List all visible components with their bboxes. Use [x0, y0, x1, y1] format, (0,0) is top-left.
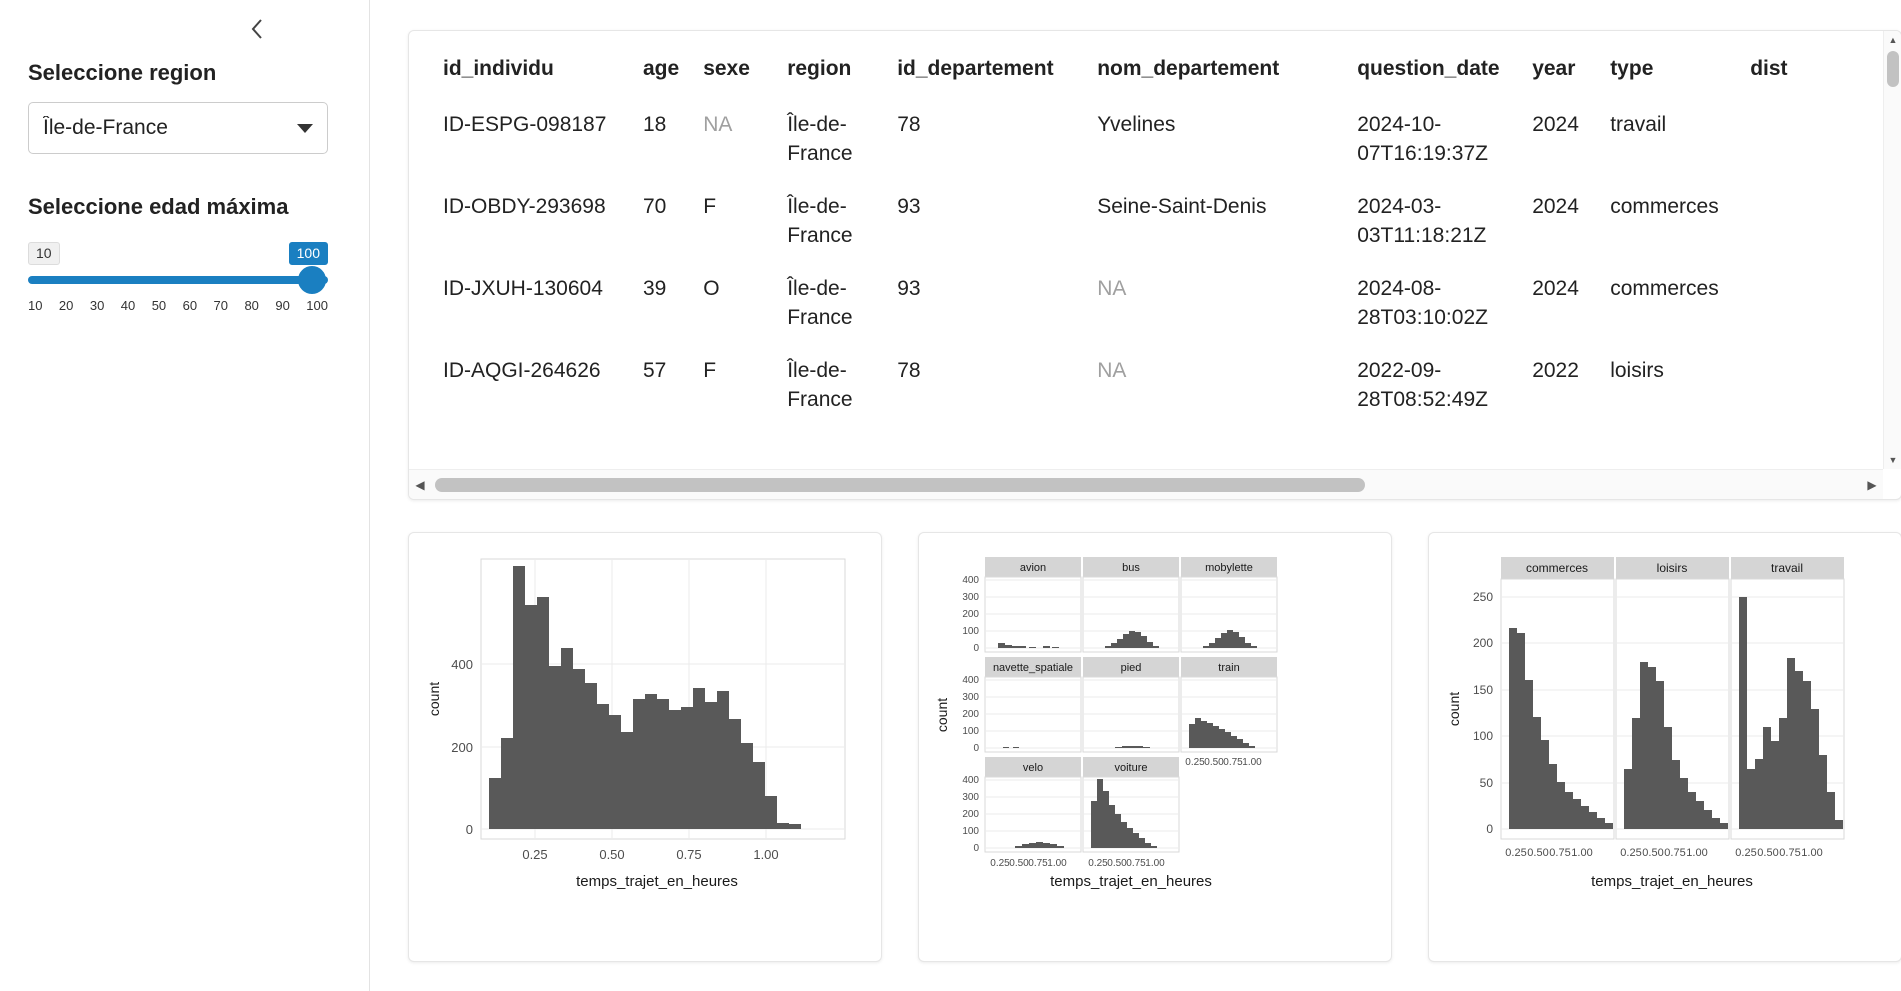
cell-age: 57	[643, 358, 667, 382]
chevron-down-icon	[297, 124, 313, 133]
x-tick-label: 0.50	[1642, 847, 1664, 859]
cell-sexe: F	[703, 358, 717, 382]
scroll-down-arrow-icon[interactable]: ▼	[1888, 455, 1898, 465]
cell-sexe: O	[703, 276, 720, 300]
cell-region: Île-de-France	[787, 113, 853, 165]
y-tick-label: 0	[973, 643, 979, 654]
cell-type: commerces	[1610, 276, 1719, 300]
x-tick-label: 0.75	[1779, 847, 1801, 859]
x-tick-label: 1.00	[753, 847, 779, 862]
sidebar	[0, 0, 370, 991]
y-tick-label: 250	[1472, 590, 1493, 604]
x-axis-title: temps_trajet_en_heures	[1050, 873, 1212, 890]
slider-tick: 100	[306, 298, 328, 313]
cell-dist	[1738, 263, 1883, 345]
facet-loisirs	[1616, 557, 1729, 839]
table-row[interactable]	[431, 181, 1883, 263]
slider-current-value: 100	[289, 242, 328, 265]
column-header-dist[interactable]: dist	[1750, 57, 1788, 80]
facet-label: loisirs	[1656, 561, 1688, 575]
table-row[interactable]	[431, 99, 1883, 181]
facet-label: mobylette	[1205, 562, 1253, 574]
table-vertical-scrollbar[interactable]	[1883, 31, 1901, 469]
cell-type: commerces	[1610, 194, 1719, 218]
cell-year: 2022	[1532, 358, 1579, 382]
facet-bus	[1083, 557, 1179, 652]
y-tick-label: 0	[973, 743, 979, 754]
x-tick-label: 0.25	[1620, 847, 1642, 859]
x-tick-label: 0.25	[1088, 858, 1108, 869]
slider-tick: 60	[182, 298, 198, 313]
table-horizontal-scrollbar[interactable]	[409, 469, 1883, 499]
cell-dist	[1738, 345, 1883, 427]
scroll-up-arrow-icon[interactable]: ▲	[1888, 35, 1898, 45]
cell-id-individu: ID-JXUH-130604	[443, 276, 603, 300]
y-tick-label: 300	[962, 592, 979, 603]
y-tick-label: 0	[465, 822, 473, 837]
x-tick-label: 0.50	[599, 847, 625, 862]
facet-voiture	[1083, 757, 1179, 852]
facet-label: avion	[1019, 562, 1047, 574]
facet-velo	[985, 757, 1081, 852]
histogram-facet-mode-chart	[919, 533, 1392, 962]
histogram-facet-mode-card	[918, 532, 1392, 962]
cell-year: 2024	[1532, 194, 1579, 218]
column-header-year[interactable]: year	[1532, 57, 1576, 80]
cell-id-departement: 93	[897, 194, 921, 218]
column-header-sexe[interactable]: sexe	[703, 57, 750, 80]
y-tick-label: 100	[962, 826, 979, 837]
y-tick-label: 150	[1472, 683, 1493, 697]
cell-type: travail	[1610, 113, 1667, 136]
slider-handle[interactable]	[298, 266, 326, 294]
data-table-viewport[interactable]	[409, 31, 1883, 469]
y-tick-label: 400	[962, 575, 979, 586]
main-content	[370, 0, 1901, 991]
facet-label: train	[1218, 662, 1240, 674]
facet-label: travail	[1770, 561, 1804, 575]
x-tick-label: 0.75	[1028, 858, 1048, 869]
y-axis-title: count	[426, 681, 442, 717]
vertical-scroll-thumb[interactable]	[1887, 51, 1899, 87]
slider-tick: 80	[244, 298, 259, 313]
facet-train	[1181, 657, 1277, 752]
slider-min-value: 10	[28, 242, 60, 265]
x-tick-label: 0.75	[1664, 847, 1686, 859]
facet-travail	[1731, 557, 1844, 839]
age-slider-label: Seleccione edad máxima	[28, 194, 289, 219]
y-tick-label: 100	[962, 726, 979, 737]
cell-id-individu: ID-ESPG-098187	[443, 113, 607, 136]
cell-year: 2024	[1532, 276, 1579, 300]
scroll-left-arrow-icon[interactable]: ◀	[415, 477, 425, 492]
cell-question-date: 2024-08-28T03:10:02Z	[1357, 276, 1488, 329]
x-tick-label: 0.25	[1505, 847, 1527, 859]
slider-tick-labels	[28, 298, 328, 313]
y-axis-title: count	[1446, 691, 1462, 727]
cell-age: 70	[643, 194, 667, 218]
cell-question-date: 2024-03-03T11:18:21Z	[1357, 194, 1487, 247]
x-tick-label: 0.25	[522, 847, 548, 862]
column-header-type[interactable]: type	[1610, 57, 1654, 80]
cell-dist	[1738, 99, 1883, 181]
facet-commerces	[1501, 557, 1614, 839]
cell-nom-departement: NA	[1097, 276, 1127, 300]
cell-age: 39	[643, 276, 667, 300]
cell-nom-departement: NA	[1097, 358, 1127, 382]
slider-tick: 30	[89, 298, 105, 313]
facet-label: voiture	[1114, 762, 1148, 774]
y-tick-label: 100	[1472, 729, 1493, 743]
facet-label: bus	[1122, 562, 1140, 574]
column-header-age[interactable]: age	[643, 57, 680, 80]
slider-tick: 70	[213, 298, 228, 313]
cell-region: Île-de-France	[787, 194, 853, 247]
y-axis-title: count	[934, 697, 950, 733]
table-row[interactable]	[431, 345, 1883, 427]
x-axis-title: temps_trajet_en_heures	[576, 873, 738, 890]
y-tick-label: 400	[451, 657, 473, 672]
slider-tick: 40	[120, 298, 136, 313]
x-tick-label: 0.75	[1549, 847, 1571, 859]
y-tick-label: 200	[962, 609, 979, 620]
cell-dist	[1738, 181, 1883, 263]
slider-tick: 20	[58, 298, 74, 313]
x-tick-label: 0.75	[676, 847, 702, 862]
x-tick-label: 0.50	[1009, 858, 1029, 869]
x-tick-label: 0.50	[1527, 847, 1549, 859]
y-tick-label: 200	[1472, 636, 1493, 650]
y-tick-label: 400	[962, 675, 979, 686]
scroll-right-arrow-icon[interactable]: ▶	[1867, 477, 1877, 492]
y-tick-label: 400	[962, 775, 979, 786]
data-table	[431, 43, 1883, 427]
facet-avion	[985, 557, 1081, 652]
cell-id-departement: 78	[897, 358, 921, 382]
x-tick-label: 0.50	[1107, 858, 1127, 869]
cell-age: 18	[643, 113, 667, 136]
y-tick-label: 200	[962, 809, 979, 820]
x-tick-label: 1.00	[1047, 858, 1067, 869]
slider-tick: 10	[28, 298, 43, 313]
x-axis-title: temps_trajet_en_heures	[1591, 873, 1753, 890]
cell-id-individu: ID-AQGI-264626	[443, 358, 601, 382]
facet-label: commerces	[1525, 561, 1589, 575]
x-tick-label: 0.50	[1757, 847, 1779, 859]
histogram-overall-card	[408, 532, 882, 962]
column-header-id-departement[interactable]: id_departement	[897, 57, 1054, 80]
region-select-label: Seleccione region	[28, 60, 217, 85]
y-tick-label: 100	[962, 626, 979, 637]
x-tick-label: 1.00	[1801, 847, 1823, 859]
region-select-value: Île-de-France	[43, 116, 168, 139]
x-tick-label: 0.25	[1735, 847, 1757, 859]
slider-track[interactable]	[28, 276, 328, 284]
column-header-nom-departement[interactable]: nom_departement	[1097, 57, 1280, 80]
x-tick-label: 1.00	[1242, 757, 1262, 768]
cell-question-date: 2022-09-28T08:52:49Z	[1357, 358, 1488, 411]
facet-label: velo	[1022, 762, 1044, 774]
age-slider[interactable]	[28, 242, 328, 322]
facet-mobylette	[1181, 557, 1277, 652]
x-tick-label: 0.50	[1204, 757, 1224, 768]
y-tick-label: 50	[1479, 776, 1493, 790]
cell-type: loisirs	[1610, 358, 1664, 382]
column-header-region[interactable]: region	[787, 57, 852, 80]
facet-navette-spatiale	[985, 657, 1081, 752]
cell-region: Île-de-France	[787, 358, 853, 411]
plot-panel	[481, 559, 845, 839]
table-header-row	[431, 43, 1883, 99]
y-tick-label: 200	[962, 709, 979, 720]
cell-nom-departement: Seine-Saint-Denis	[1097, 194, 1267, 218]
x-tick-label: 0.25	[990, 858, 1010, 869]
chevron-left-icon[interactable]	[243, 14, 273, 44]
column-header-question-date[interactable]: question_date	[1357, 57, 1500, 80]
cell-id-departement: 93	[897, 276, 921, 300]
x-tick-label: 1.00	[1686, 847, 1708, 859]
column-header-id-individu[interactable]: id_individu	[443, 57, 554, 80]
facet-pied	[1083, 657, 1179, 752]
horizontal-scroll-thumb[interactable]	[435, 478, 1365, 492]
histogram-overall-chart	[409, 533, 882, 962]
cell-id-departement: 78	[897, 113, 921, 136]
region-select[interactable]	[28, 102, 328, 154]
cell-id-individu: ID-OBDY-293698	[443, 194, 606, 218]
cell-question-date: 2024-10-07T16:19:37Z	[1357, 113, 1488, 165]
x-tick-label: 1.00	[1571, 847, 1593, 859]
cell-year: 2024	[1532, 113, 1579, 136]
cell-sexe: NA	[703, 113, 733, 136]
y-tick-label: 300	[962, 792, 979, 803]
slider-tick: 50	[151, 298, 167, 313]
data-table-card	[408, 30, 1901, 500]
facet-label: pied	[1120, 662, 1142, 674]
x-tick-label: 0.75	[1126, 858, 1146, 869]
table-row[interactable]	[431, 263, 1883, 345]
y-tick-label: 300	[962, 692, 979, 703]
facet-label: navette_spatiale	[992, 662, 1074, 674]
cell-sexe: F	[703, 194, 717, 218]
histogram-facet-type-chart	[1429, 533, 1901, 962]
cell-region: Île-de-France	[787, 276, 853, 329]
y-tick-label: 0	[973, 843, 979, 854]
plots-row	[408, 532, 1901, 962]
x-tick-label: 1.00	[1145, 858, 1165, 869]
slider-tick: 90	[275, 298, 290, 313]
y-tick-label: 0	[1486, 822, 1493, 836]
x-tick-label: 0.25	[1185, 757, 1205, 768]
x-tick-label: 0.75	[1223, 757, 1243, 768]
cell-nom-departement: Yvelines	[1097, 113, 1176, 136]
y-tick-label: 200	[451, 740, 473, 755]
histogram-facet-type-card	[1428, 532, 1901, 962]
